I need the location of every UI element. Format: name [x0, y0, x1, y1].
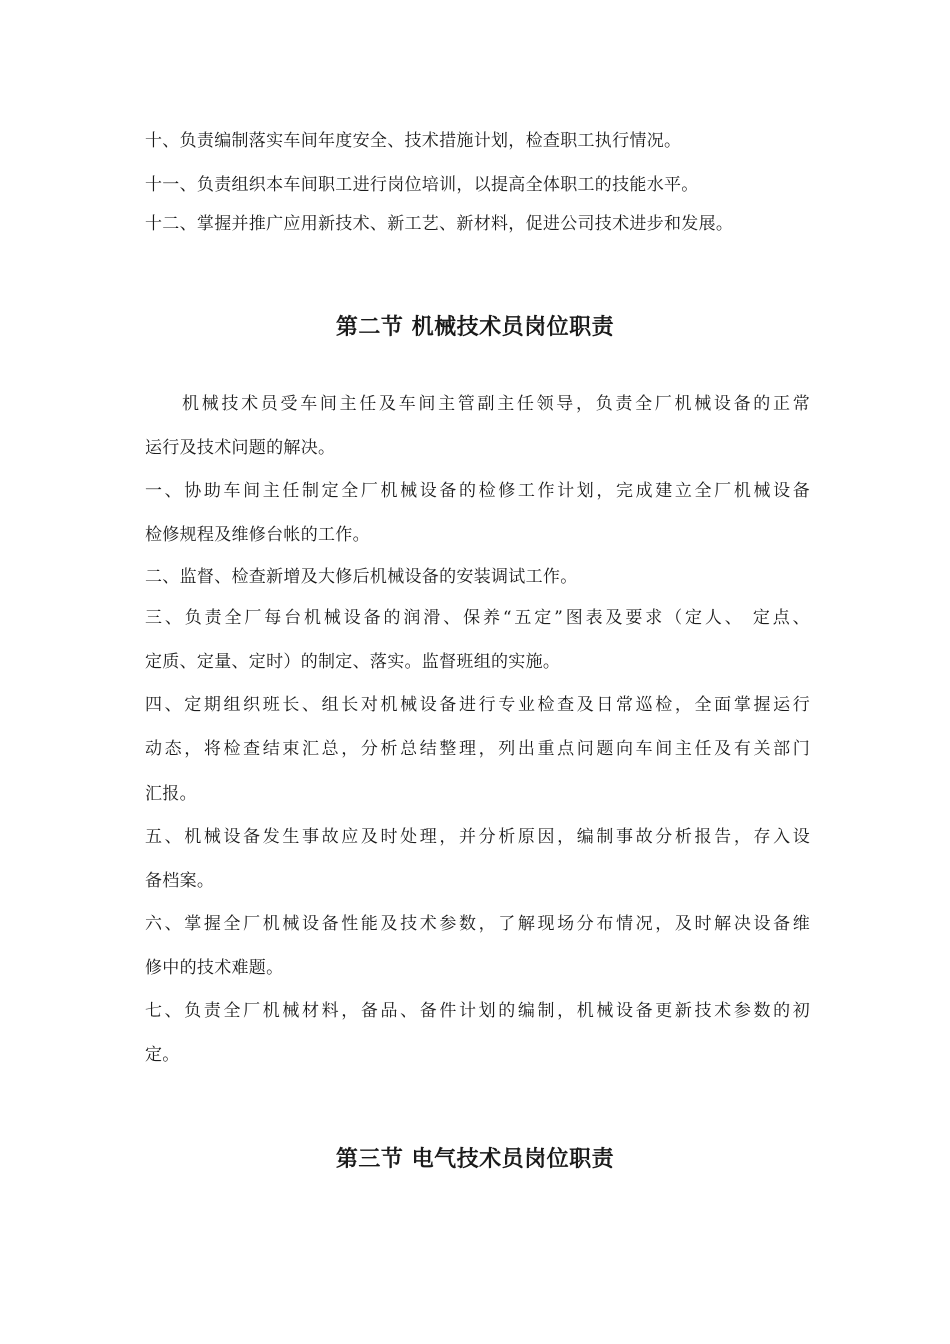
section-3-title: 第三节 电气技术员岗位职责 [335, 1146, 615, 1172]
section-2-item-6-line-2: 修中的技术难题。 [145, 958, 284, 978]
section-2-item-4-line-1: 四、定期组织班长、组长对机械设备进行专业检查及日常巡检，全面掌握运行 [145, 695, 810, 715]
section-2-item-1-line-1: 一、协助车间主任制定全厂机械设备的检修工作计划，完成建立全厂机械设备 [145, 481, 810, 501]
section-2-item-1-line-2: 检修规程及维修台帐的工作。 [145, 525, 370, 545]
section-2-item-7-line-1: 七、负责全厂机械材料，备品、备件计划的编制，机械设备更新技术参数的初 [145, 1001, 810, 1021]
section-2-item-4-line-3: 汇报。 [145, 784, 197, 804]
section-2-title: 第二节 机械技术员岗位职责 [335, 314, 615, 340]
section-2-intro-line-2: 运行及技术问题的解决。 [145, 438, 336, 458]
section-2-item-6-line-1: 六、掌握全厂机械设备性能及技术参数，了解现场分布情况，及时解决设备维 [145, 914, 810, 934]
section-2-item-2: 二、监督、检查新增及大修后机械设备的安装调试工作。 [145, 567, 578, 587]
section-2-item-3-line-2: 定质、定量、定时）的制定、落实。监督班组的实施。 [145, 652, 561, 672]
section-2-item-5-line-1: 五、机械设备发生事故应及时处理，并分析原因，编制事故分析报告，存入设 [145, 827, 810, 847]
section-2-item-3-line-1: 三、负责全厂每台机械设备的润滑、保养“五定”图表及要求（定人、 定点、 [145, 608, 810, 628]
duty-item-12: 十二、掌握并推广应用新技术、新工艺、新材料，促进公司技术进步和发展。 [145, 214, 734, 234]
section-2-intro-line-1: 机械技术员受车间主任及车间主管副主任领导，负责全厂机械设备的正常 [182, 394, 810, 414]
section-2-item-4-line-2: 动态，将检查结束汇总，分析总结整理，列出重点问题向车间主任及有关部门 [145, 739, 810, 759]
section-2-item-7-line-2: 定。 [145, 1045, 180, 1065]
duty-item-10: 十、负责编制落实车间年度安全、技术措施计划，检查职工执行情况。 [145, 131, 682, 151]
duty-item-11: 十一、负责组织本车间职工进行岗位培训，以提高全体职工的技能水平。 [145, 175, 699, 195]
section-2-item-5-line-2: 备档案。 [145, 871, 215, 891]
